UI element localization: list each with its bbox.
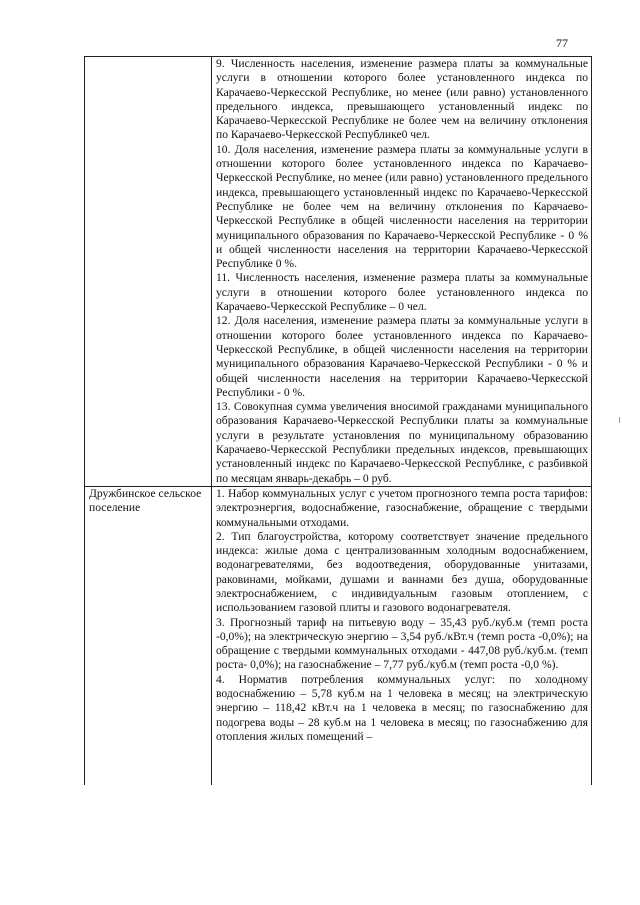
table-row <box>85 486 592 785</box>
indicators-cell <box>212 57 592 487</box>
indicator-12: 12. Доля населения, изменение размера платы за коммунальные услуги в отношении которого более установленного индекса по Карачаево-Черкесской Республике, в общей численности населения на территории муниципального образования Карачаево-Черкесской Республики - 0 % и общей численности населения на территории Карачаево-Черкесской Республики - 0 %. <box>216 314 588 399</box>
indicator-3: 3. Прогнозный тариф на питьевую воду – 35,43 руб./куб.м (темп роста -0,0%); на электрическую энергию – 3,54 руб./кВт.ч (темп роста -0,0%); на обращение с твердыми коммунальных отходами - 447,08 руб./куб.м. (темп роста- 0,0%); на газоснабжение – 7,77 руб./куб.м (темп роста -0,0 %). <box>216 615 588 672</box>
indicator-10: 10. Доля населения, изменение размера платы за коммунальные услуги в отношении которого более установленного индекса по Карачаево-Черкесской Республике, но менее (или равно) установленного предельного индекса, превышающего установленный индекс по Карачаево-Черкесской Республике не более чем на величину отклонения по Карачаево-Черкесской Республике в общей численности населения на территории муниципального образования по Карачаево-Черкесской Республике - 0 % и общей численности населения на территории Карачаево-Черкесской Республике 0 %. <box>216 142 588 271</box>
page-number: 77 <box>556 36 568 50</box>
indicator-2: 2. Тип благоустройства, которому соответствует значение предельного индекса: жилые дома с централизованным холодным водоснабжением, водонагревателями, без водоотведения, оборудованные унитазами, раковинами, мойками, душами и ваннами без душа, оборудованные электроснабжением, с индивидуальным газовым отоплением, с использованием газовой плиты и газового водонагревателя. <box>216 529 588 615</box>
indicator-4: 4. Норматив потребления коммунальных услуг: по холодному водоснабжению – 5,78 куб.м на 1 человека в месяц; на электрическую энергию – 118,42 кВт.ч на 1 человека в месяц; по газоснабжению для подогрева воды – 28 куб.м на 1 человека в месяц; по газоснабжению для отопления жилых помещений – <box>216 672 588 743</box>
indicator-1: 1. Набор коммунальных услуг с учетом прогнозного темпа роста тарифов: электроэнергия, водоснабжение, газоснабжение, обращение с твердыми коммунальными отходами. <box>216 486 588 529</box>
indicators-cell <box>212 486 592 785</box>
indicator-11: 11. Численность населения, изменение размера платы за коммунальные услуги в отношении которого более установленного индекса по Карачаево-Черкесской Республике – 0 чел. <box>216 271 588 314</box>
municipal-index-table <box>84 56 592 785</box>
indicator-9: 9. Численность населения, изменение размера платы за коммунальные услуги в отношении которого более установленного индекса по Карачаево-Черкесской Республике, но менее (или равно) установленного предельного индекса, превышающего установленный индекс по Карачаево-Черкесской Республике не более чем на величину отклонения по Карачаево-Черкесской Республике0 чел. <box>216 57 588 142</box>
scan-artifact <box>619 417 620 423</box>
indicator-13: 13. Совокупная сумма увеличения вносимой гражданами муниципального образования Карачаево-Черкесской Республики платы за коммунальные услуги в результате установления по муниципальному образованию Карачаево-Черкесской Республики предельных индексов, превышающих установленный индекс по Карачаево-Черкесской Республике, с разбивкой по месяцам январь-декабрь – 0 руб. <box>216 400 588 485</box>
municipality-cell <box>85 57 212 487</box>
municipality-cell: Дружбинское сельское поселение <box>85 486 212 785</box>
table-row <box>85 57 592 487</box>
